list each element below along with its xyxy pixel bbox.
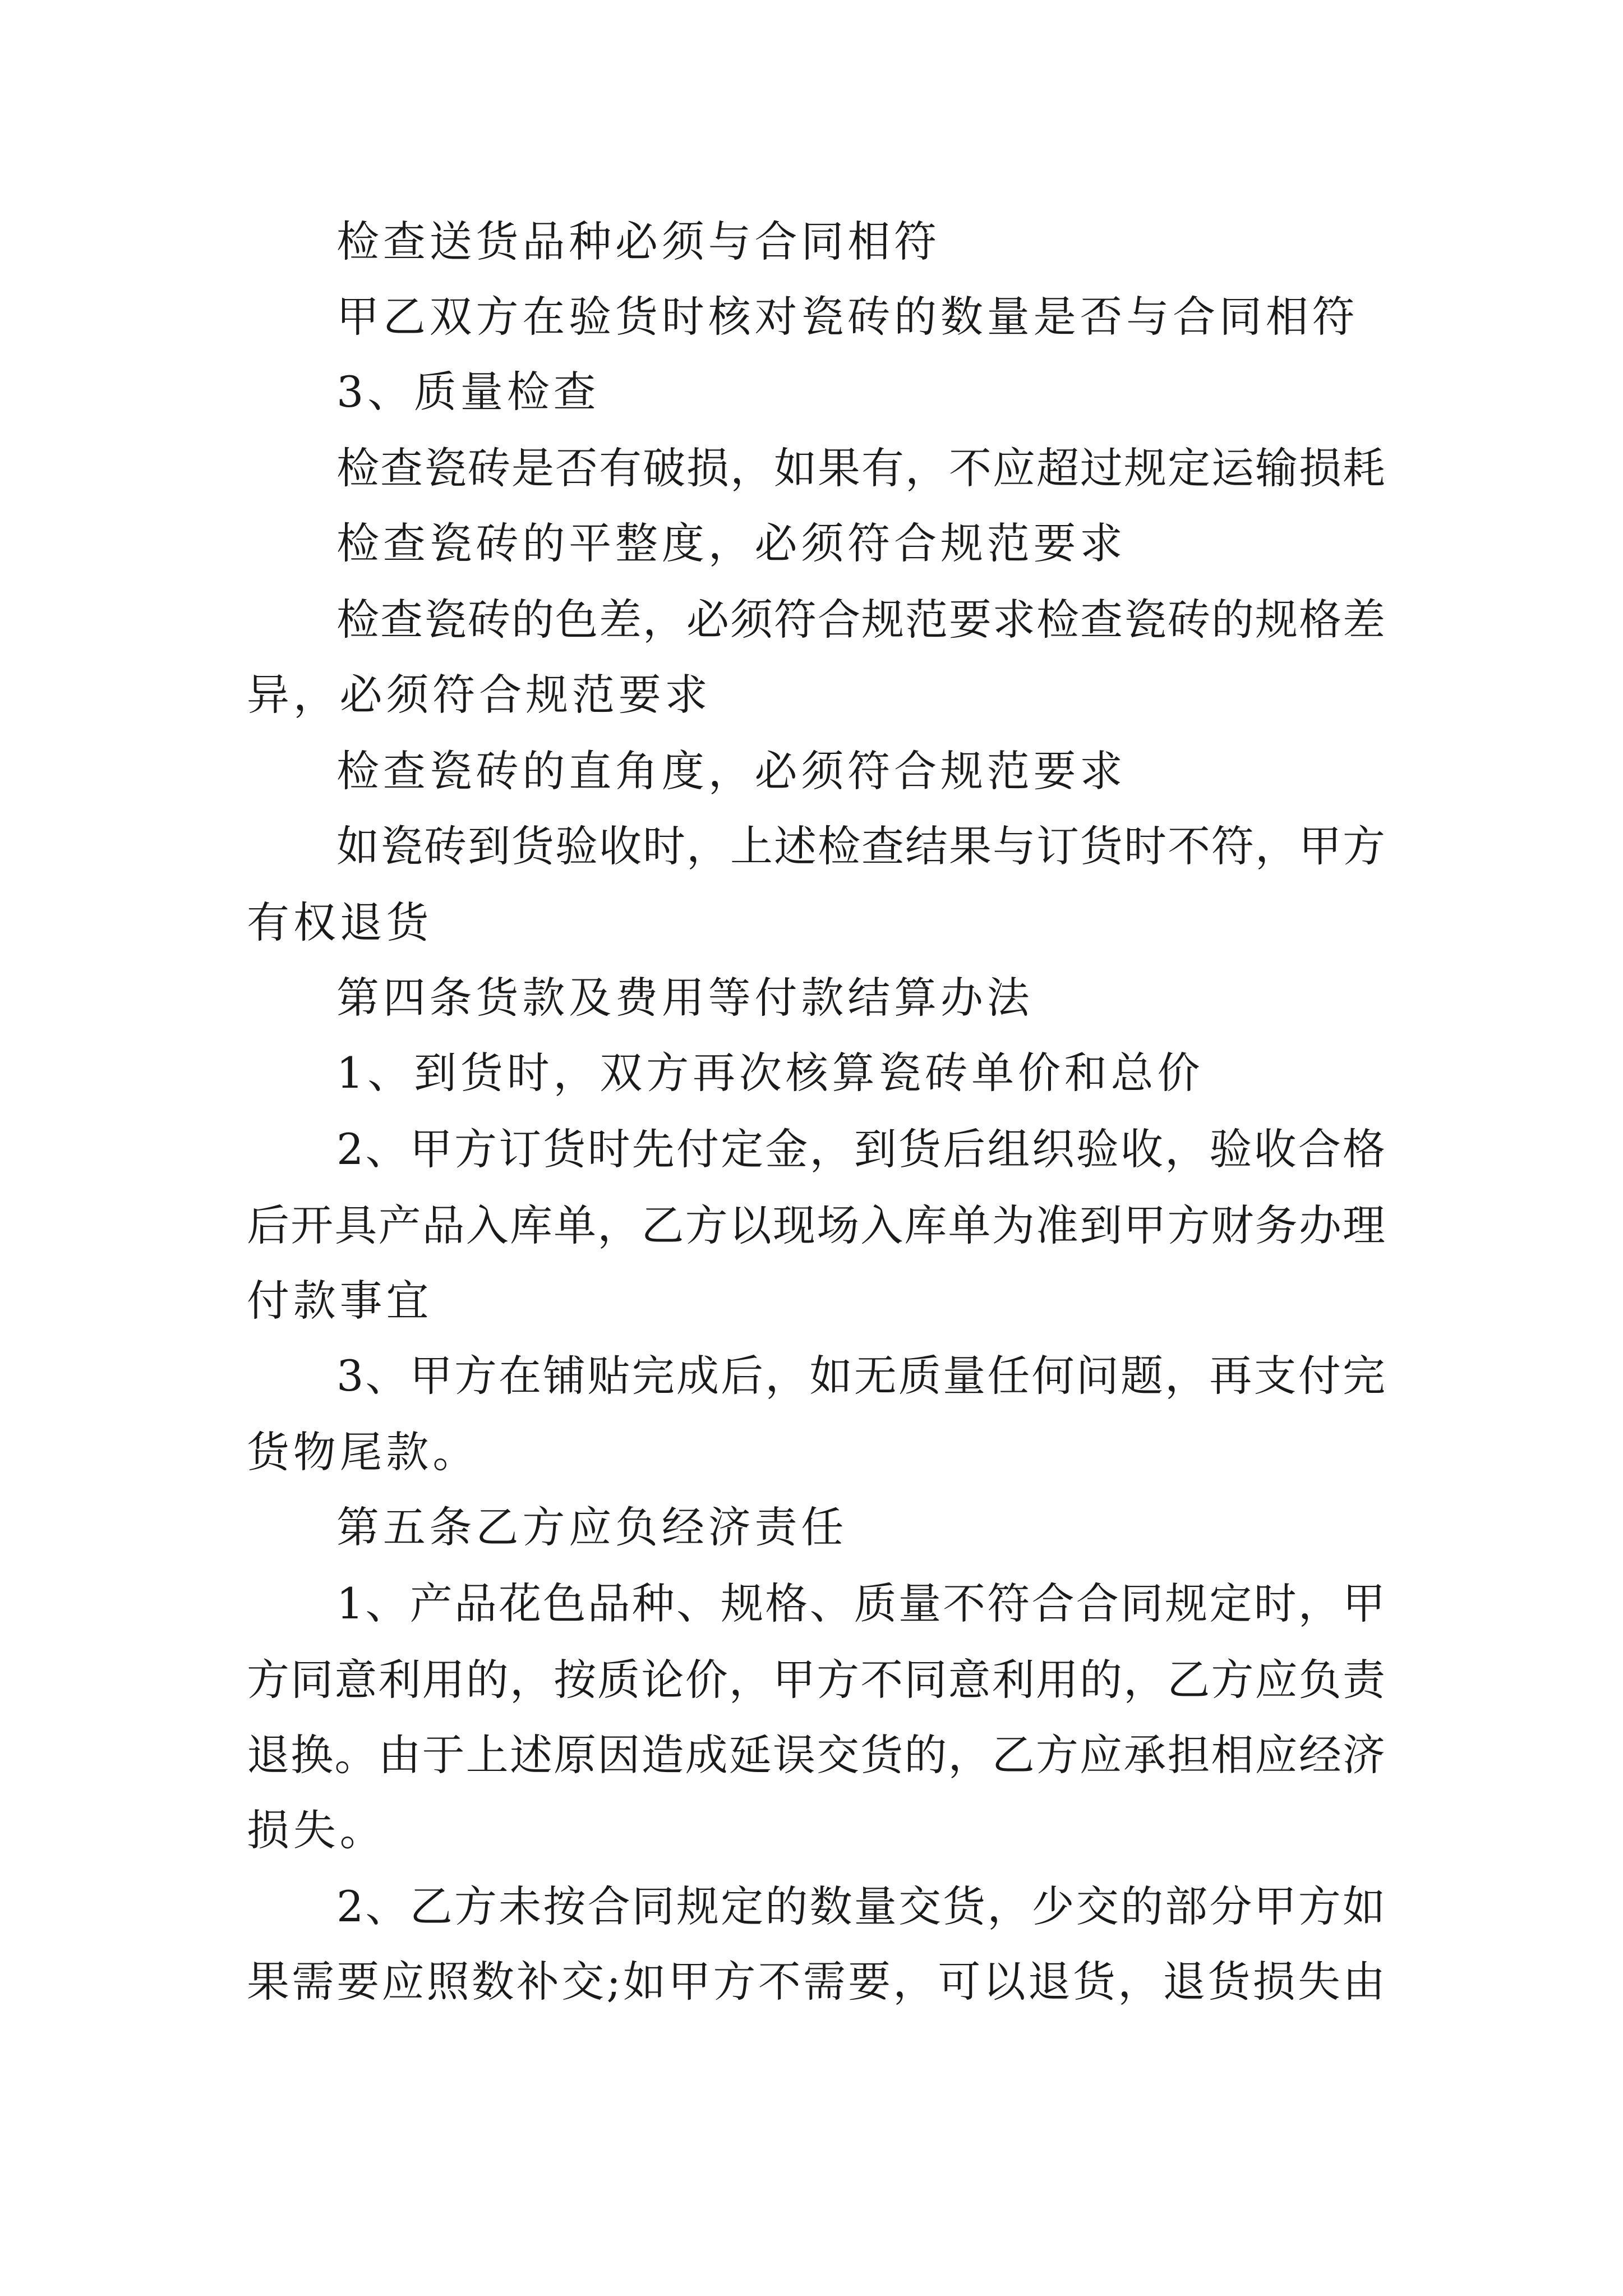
text-line: 检查瓷砖的色差，必须符合规范要求检查瓷砖的规格差 [336, 595, 1385, 645]
section-heading: 3、质量检查 [336, 367, 600, 417]
section-heading: 第五条乙方应负经济责任 [336, 1502, 848, 1552]
text-line: 检查瓷砖是否有破损，如果有，不应超过规定运输损耗 [336, 443, 1385, 493]
text-line: 1、到货时，双方再次核算瓷砖单价和总价 [336, 1048, 1204, 1098]
text-line: 退换。由于上述原因造成延误交货的，乙方应承担相应经济 [247, 1730, 1385, 1780]
text-line: 1、产品花色品种、规格、质量不符合合同规定时，甲 [336, 1579, 1385, 1628]
text-line: 3、甲方在铺贴完成后，如无质量任何问题，再支付完 [336, 1351, 1385, 1401]
text-line: 检查瓷砖的直角度，必须符合规范要求 [336, 746, 1127, 796]
text-line: 损失。 [247, 1805, 386, 1855]
text-line: 付款事宜 [247, 1276, 433, 1326]
text-line: 异，必须符合规范要求 [247, 670, 712, 720]
text-line: 果需要应照数补交;如甲方不需要，可以退货，退货损失由 [247, 1957, 1385, 2007]
text-line: 如瓷砖到货验收时，上述检查结果与订货时不符，甲方 [336, 821, 1385, 871]
text-line: 检查送货品种必须与合同相符 [336, 217, 940, 266]
text-line: 2、甲方订货时先付定金，到货后组织验收，验收合格 [336, 1124, 1385, 1174]
text-line: 货物尾款。 [247, 1427, 479, 1477]
text-line: 方同意利用的，按质论价，甲方不同意利用的，乙方应负责 [247, 1655, 1385, 1705]
section-heading: 第四条货款及费用等付款结算办法 [336, 973, 1034, 1023]
text-line: 甲乙双方在验货时核对瓷砖的数量是否与合同相符 [336, 292, 1359, 342]
text-line: 后开具产品入库单，乙方以现场入库单为准到甲方财务办理 [247, 1200, 1385, 1250]
text-line: 2、乙方未按合同规定的数量交货，少交的部分甲方如 [336, 1881, 1385, 1931]
text-line: 检查瓷砖的平整度，必须符合规范要求 [336, 518, 1127, 568]
text-line: 有权退货 [247, 898, 433, 947]
